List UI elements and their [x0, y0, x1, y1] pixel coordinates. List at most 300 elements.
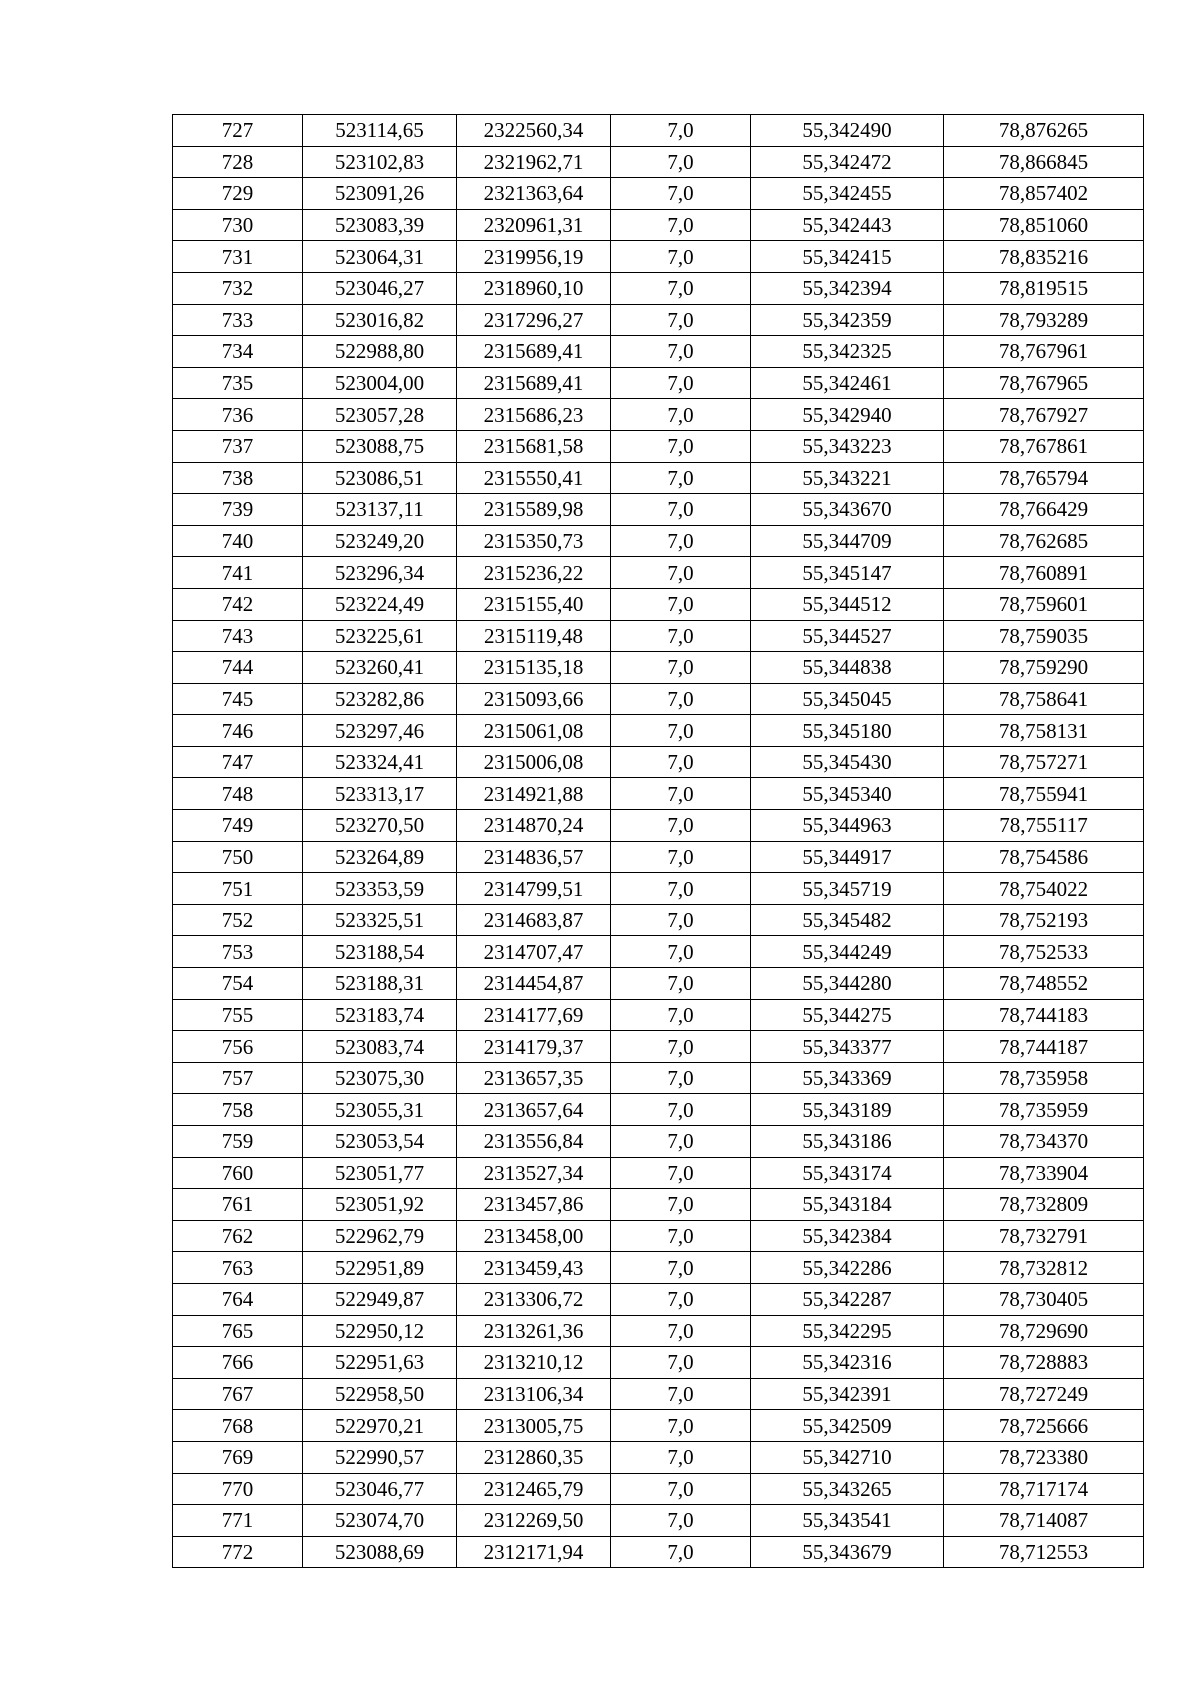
table-row: [173, 336, 1144, 368]
point-number-cell: 752: [173, 904, 303, 936]
longitude-cell: 78,755941: [944, 778, 1144, 810]
longitude-cell: 78,714087: [944, 1505, 1144, 1537]
value-cell: 7,0: [611, 1473, 751, 1505]
value-cell: 7,0: [611, 652, 751, 684]
value-cell: 7,0: [611, 968, 751, 1000]
longitude-cell: 78,712553: [944, 1536, 1144, 1568]
table-row: [173, 1441, 1144, 1473]
x-coordinate-cell: 522951,63: [303, 1347, 457, 1379]
longitude-cell: 78,748552: [944, 968, 1144, 1000]
latitude-cell: 55,344917: [751, 841, 944, 873]
x-coordinate-cell: 523324,41: [303, 746, 457, 778]
latitude-cell: 55,344527: [751, 620, 944, 652]
latitude-cell: 55,344963: [751, 810, 944, 842]
x-coordinate-cell: 522988,80: [303, 336, 457, 368]
y-coordinate-cell: 2314454,87: [457, 968, 611, 1000]
longitude-cell: 78,729690: [944, 1315, 1144, 1347]
table-row: [173, 462, 1144, 494]
x-coordinate-cell: 523046,27: [303, 272, 457, 304]
value-cell: 7,0: [611, 336, 751, 368]
table-row: [173, 873, 1144, 905]
x-coordinate-cell: 523225,61: [303, 620, 457, 652]
longitude-cell: 78,851060: [944, 209, 1144, 241]
table-row: [173, 968, 1144, 1000]
point-number-cell: 753: [173, 936, 303, 968]
longitude-cell: 78,793289: [944, 304, 1144, 336]
x-coordinate-cell: 523264,89: [303, 841, 457, 873]
value-cell: 7,0: [611, 115, 751, 147]
table-row: [173, 904, 1144, 936]
longitude-cell: 78,762685: [944, 525, 1144, 557]
y-coordinate-cell: 2315681,58: [457, 430, 611, 462]
table-row: [173, 178, 1144, 210]
y-coordinate-cell: 2318960,10: [457, 272, 611, 304]
latitude-cell: 55,342415: [751, 241, 944, 273]
latitude-cell: 55,342287: [751, 1283, 944, 1315]
table-row: [173, 430, 1144, 462]
latitude-cell: 55,345719: [751, 873, 944, 905]
x-coordinate-cell: 522990,57: [303, 1441, 457, 1473]
value-cell: 7,0: [611, 1283, 751, 1315]
point-number-cell: 737: [173, 430, 303, 462]
point-number-cell: 765: [173, 1315, 303, 1347]
value-cell: 7,0: [611, 367, 751, 399]
x-coordinate-cell: 523260,41: [303, 652, 457, 684]
y-coordinate-cell: 2315006,08: [457, 746, 611, 778]
y-coordinate-cell: 2315061,08: [457, 715, 611, 747]
x-coordinate-cell: 523016,82: [303, 304, 457, 336]
value-cell: 7,0: [611, 873, 751, 905]
x-coordinate-cell: 523053,54: [303, 1126, 457, 1158]
value-cell: 7,0: [611, 462, 751, 494]
y-coordinate-cell: 2312465,79: [457, 1473, 611, 1505]
value-cell: 7,0: [611, 494, 751, 526]
longitude-cell: 78,744183: [944, 999, 1144, 1031]
y-coordinate-cell: 2313210,12: [457, 1347, 611, 1379]
longitude-cell: 78,758641: [944, 683, 1144, 715]
latitude-cell: 55,343174: [751, 1157, 944, 1189]
longitude-cell: 78,754022: [944, 873, 1144, 905]
point-number-cell: 750: [173, 841, 303, 873]
y-coordinate-cell: 2317296,27: [457, 304, 611, 336]
longitude-cell: 78,735958: [944, 1062, 1144, 1094]
longitude-cell: 78,759290: [944, 652, 1144, 684]
y-coordinate-cell: 2313261,36: [457, 1315, 611, 1347]
y-coordinate-cell: 2315155,40: [457, 588, 611, 620]
table-row: [173, 1505, 1144, 1537]
table-row: [173, 810, 1144, 842]
value-cell: 7,0: [611, 683, 751, 715]
table-row: [173, 525, 1144, 557]
table-row: [173, 1473, 1144, 1505]
x-coordinate-cell: 523183,74: [303, 999, 457, 1031]
value-cell: 7,0: [611, 1378, 751, 1410]
latitude-cell: 55,345340: [751, 778, 944, 810]
x-coordinate-cell: 523188,54: [303, 936, 457, 968]
table-row: [173, 209, 1144, 241]
table-row: [173, 999, 1144, 1031]
coordinates-table-body: [173, 115, 1144, 1568]
table-row: [173, 304, 1144, 336]
table-row: [173, 367, 1144, 399]
point-number-cell: 732: [173, 272, 303, 304]
table-row: [173, 272, 1144, 304]
value-cell: 7,0: [611, 999, 751, 1031]
value-cell: 7,0: [611, 1062, 751, 1094]
longitude-cell: 78,765794: [944, 462, 1144, 494]
longitude-cell: 78,857402: [944, 178, 1144, 210]
coordinates-table: [172, 114, 1144, 1568]
point-number-cell: 770: [173, 1473, 303, 1505]
table-row: [173, 1126, 1144, 1158]
value-cell: 7,0: [611, 1252, 751, 1284]
point-number-cell: 756: [173, 1031, 303, 1063]
x-coordinate-cell: 523088,69: [303, 1536, 457, 1568]
latitude-cell: 55,342394: [751, 272, 944, 304]
latitude-cell: 55,343186: [751, 1126, 944, 1158]
table-row: [173, 1347, 1144, 1379]
table-row: [173, 936, 1144, 968]
y-coordinate-cell: 2314799,51: [457, 873, 611, 905]
y-coordinate-cell: 2315589,98: [457, 494, 611, 526]
table-row: [173, 1283, 1144, 1315]
table-row: [173, 652, 1144, 684]
x-coordinate-cell: 522958,50: [303, 1378, 457, 1410]
latitude-cell: 55,342359: [751, 304, 944, 336]
value-cell: 7,0: [611, 557, 751, 589]
y-coordinate-cell: 2313527,34: [457, 1157, 611, 1189]
latitude-cell: 55,342443: [751, 209, 944, 241]
longitude-cell: 78,732812: [944, 1252, 1144, 1284]
x-coordinate-cell: 522970,21: [303, 1410, 457, 1442]
value-cell: 7,0: [611, 1126, 751, 1158]
y-coordinate-cell: 2312860,35: [457, 1441, 611, 1473]
point-number-cell: 754: [173, 968, 303, 1000]
point-number-cell: 759: [173, 1126, 303, 1158]
y-coordinate-cell: 2314921,88: [457, 778, 611, 810]
latitude-cell: 55,342509: [751, 1410, 944, 1442]
y-coordinate-cell: 2313457,86: [457, 1189, 611, 1221]
latitude-cell: 55,342461: [751, 367, 944, 399]
x-coordinate-cell: 523353,59: [303, 873, 457, 905]
table-row: [173, 399, 1144, 431]
y-coordinate-cell: 2315350,73: [457, 525, 611, 557]
x-coordinate-cell: 523055,31: [303, 1094, 457, 1126]
y-coordinate-cell: 2319956,19: [457, 241, 611, 273]
latitude-cell: 55,345045: [751, 683, 944, 715]
longitude-cell: 78,727249: [944, 1378, 1144, 1410]
point-number-cell: 734: [173, 336, 303, 368]
x-coordinate-cell: 523297,46: [303, 715, 457, 747]
y-coordinate-cell: 2313459,43: [457, 1252, 611, 1284]
x-coordinate-cell: 523325,51: [303, 904, 457, 936]
table-row: [173, 620, 1144, 652]
y-coordinate-cell: 2313458,00: [457, 1220, 611, 1252]
latitude-cell: 55,342384: [751, 1220, 944, 1252]
value-cell: 7,0: [611, 272, 751, 304]
longitude-cell: 78,767961: [944, 336, 1144, 368]
latitude-cell: 55,345430: [751, 746, 944, 778]
x-coordinate-cell: 523083,39: [303, 209, 457, 241]
latitude-cell: 55,342472: [751, 146, 944, 178]
longitude-cell: 78,744187: [944, 1031, 1144, 1063]
table-row: [173, 494, 1144, 526]
x-coordinate-cell: 523102,83: [303, 146, 457, 178]
table-row: [173, 1315, 1144, 1347]
y-coordinate-cell: 2315135,18: [457, 652, 611, 684]
table-row: [173, 1378, 1144, 1410]
latitude-cell: 55,344838: [751, 652, 944, 684]
table-row: [173, 1410, 1144, 1442]
point-number-cell: 730: [173, 209, 303, 241]
x-coordinate-cell: 522962,79: [303, 1220, 457, 1252]
latitude-cell: 55,343221: [751, 462, 944, 494]
longitude-cell: 78,759035: [944, 620, 1144, 652]
value-cell: 7,0: [611, 1536, 751, 1568]
longitude-cell: 78,819515: [944, 272, 1144, 304]
point-number-cell: 757: [173, 1062, 303, 1094]
point-number-cell: 768: [173, 1410, 303, 1442]
point-number-cell: 736: [173, 399, 303, 431]
y-coordinate-cell: 2322560,34: [457, 115, 611, 147]
value-cell: 7,0: [611, 841, 751, 873]
table-row: [173, 746, 1144, 778]
point-number-cell: 733: [173, 304, 303, 336]
value-cell: 7,0: [611, 588, 751, 620]
latitude-cell: 55,345180: [751, 715, 944, 747]
value-cell: 7,0: [611, 525, 751, 557]
point-number-cell: 746: [173, 715, 303, 747]
y-coordinate-cell: 2312269,50: [457, 1505, 611, 1537]
latitude-cell: 55,343184: [751, 1189, 944, 1221]
value-cell: 7,0: [611, 746, 751, 778]
point-number-cell: 761: [173, 1189, 303, 1221]
y-coordinate-cell: 2314179,37: [457, 1031, 611, 1063]
value-cell: 7,0: [611, 430, 751, 462]
x-coordinate-cell: 522950,12: [303, 1315, 457, 1347]
longitude-cell: 78,767861: [944, 430, 1144, 462]
point-number-cell: 735: [173, 367, 303, 399]
value-cell: 7,0: [611, 904, 751, 936]
value-cell: 7,0: [611, 1410, 751, 1442]
x-coordinate-cell: 523083,74: [303, 1031, 457, 1063]
longitude-cell: 78,757271: [944, 746, 1144, 778]
latitude-cell: 55,343679: [751, 1536, 944, 1568]
longitude-cell: 78,723380: [944, 1441, 1144, 1473]
longitude-cell: 78,752193: [944, 904, 1144, 936]
point-number-cell: 772: [173, 1536, 303, 1568]
table-row: [173, 715, 1144, 747]
latitude-cell: 55,343189: [751, 1094, 944, 1126]
point-number-cell: 729: [173, 178, 303, 210]
x-coordinate-cell: 523074,70: [303, 1505, 457, 1537]
longitude-cell: 78,728883: [944, 1347, 1144, 1379]
table-row: [173, 841, 1144, 873]
y-coordinate-cell: 2314683,87: [457, 904, 611, 936]
x-coordinate-cell: 523188,31: [303, 968, 457, 1000]
x-coordinate-cell: 523075,30: [303, 1062, 457, 1094]
value-cell: 7,0: [611, 715, 751, 747]
longitude-cell: 78,754586: [944, 841, 1144, 873]
longitude-cell: 78,725666: [944, 1410, 1144, 1442]
x-coordinate-cell: 523296,34: [303, 557, 457, 589]
x-coordinate-cell: 523064,31: [303, 241, 457, 273]
y-coordinate-cell: 2312171,94: [457, 1536, 611, 1568]
value-cell: 7,0: [611, 146, 751, 178]
x-coordinate-cell: 523114,65: [303, 115, 457, 147]
x-coordinate-cell: 523270,50: [303, 810, 457, 842]
x-coordinate-cell: 523051,92: [303, 1189, 457, 1221]
longitude-cell: 78,760891: [944, 557, 1144, 589]
longitude-cell: 78,758131: [944, 715, 1144, 747]
longitude-cell: 78,755117: [944, 810, 1144, 842]
latitude-cell: 55,343541: [751, 1505, 944, 1537]
point-number-cell: 742: [173, 588, 303, 620]
value-cell: 7,0: [611, 399, 751, 431]
latitude-cell: 55,343369: [751, 1062, 944, 1094]
value-cell: 7,0: [611, 1157, 751, 1189]
table-row: [173, 557, 1144, 589]
y-coordinate-cell: 2321962,71: [457, 146, 611, 178]
table-row: [173, 1536, 1144, 1568]
x-coordinate-cell: 522949,87: [303, 1283, 457, 1315]
point-number-cell: 744: [173, 652, 303, 684]
latitude-cell: 55,342490: [751, 115, 944, 147]
latitude-cell: 55,342391: [751, 1378, 944, 1410]
longitude-cell: 78,866845: [944, 146, 1144, 178]
latitude-cell: 55,343670: [751, 494, 944, 526]
y-coordinate-cell: 2313005,75: [457, 1410, 611, 1442]
x-coordinate-cell: 523046,77: [303, 1473, 457, 1505]
value-cell: 7,0: [611, 810, 751, 842]
value-cell: 7,0: [611, 1441, 751, 1473]
latitude-cell: 55,344512: [751, 588, 944, 620]
point-number-cell: 748: [173, 778, 303, 810]
x-coordinate-cell: 523249,20: [303, 525, 457, 557]
table-row: [173, 683, 1144, 715]
latitude-cell: 55,345482: [751, 904, 944, 936]
table-row: [173, 588, 1144, 620]
value-cell: 7,0: [611, 1094, 751, 1126]
longitude-cell: 78,767965: [944, 367, 1144, 399]
table-row: [173, 146, 1144, 178]
table-row: [173, 1031, 1144, 1063]
table-row: [173, 115, 1144, 147]
x-coordinate-cell: 523004,00: [303, 367, 457, 399]
point-number-cell: 728: [173, 146, 303, 178]
point-number-cell: 739: [173, 494, 303, 526]
point-number-cell: 764: [173, 1283, 303, 1315]
point-number-cell: 760: [173, 1157, 303, 1189]
latitude-cell: 55,342325: [751, 336, 944, 368]
y-coordinate-cell: 2315093,66: [457, 683, 611, 715]
point-number-cell: 743: [173, 620, 303, 652]
x-coordinate-cell: 523088,75: [303, 430, 457, 462]
longitude-cell: 78,876265: [944, 115, 1144, 147]
point-number-cell: 727: [173, 115, 303, 147]
value-cell: 7,0: [611, 1315, 751, 1347]
x-coordinate-cell: 523313,17: [303, 778, 457, 810]
x-coordinate-cell: 523282,86: [303, 683, 457, 715]
value-cell: 7,0: [611, 1220, 751, 1252]
y-coordinate-cell: 2315550,41: [457, 462, 611, 494]
y-coordinate-cell: 2314177,69: [457, 999, 611, 1031]
table-row: [173, 1094, 1144, 1126]
y-coordinate-cell: 2315686,23: [457, 399, 611, 431]
longitude-cell: 78,759601: [944, 588, 1144, 620]
point-number-cell: 751: [173, 873, 303, 905]
value-cell: 7,0: [611, 178, 751, 210]
y-coordinate-cell: 2314870,24: [457, 810, 611, 842]
latitude-cell: 55,342295: [751, 1315, 944, 1347]
y-coordinate-cell: 2315689,41: [457, 367, 611, 399]
y-coordinate-cell: 2315119,48: [457, 620, 611, 652]
longitude-cell: 78,752533: [944, 936, 1144, 968]
x-coordinate-cell: 523137,11: [303, 494, 457, 526]
x-coordinate-cell: 523086,51: [303, 462, 457, 494]
y-coordinate-cell: 2320961,31: [457, 209, 611, 241]
point-number-cell: 738: [173, 462, 303, 494]
x-coordinate-cell: 523051,77: [303, 1157, 457, 1189]
latitude-cell: 55,344249: [751, 936, 944, 968]
value-cell: 7,0: [611, 1189, 751, 1221]
value-cell: 7,0: [611, 1347, 751, 1379]
latitude-cell: 55,344280: [751, 968, 944, 1000]
point-number-cell: 766: [173, 1347, 303, 1379]
point-number-cell: 731: [173, 241, 303, 273]
x-coordinate-cell: 522951,89: [303, 1252, 457, 1284]
point-number-cell: 747: [173, 746, 303, 778]
latitude-cell: 55,343377: [751, 1031, 944, 1063]
y-coordinate-cell: 2314707,47: [457, 936, 611, 968]
latitude-cell: 55,342316: [751, 1347, 944, 1379]
y-coordinate-cell: 2313657,35: [457, 1062, 611, 1094]
latitude-cell: 55,344275: [751, 999, 944, 1031]
latitude-cell: 55,343265: [751, 1473, 944, 1505]
longitude-cell: 78,835216: [944, 241, 1144, 273]
table-row: [173, 1189, 1144, 1221]
point-number-cell: 749: [173, 810, 303, 842]
point-number-cell: 771: [173, 1505, 303, 1537]
longitude-cell: 78,766429: [944, 494, 1144, 526]
latitude-cell: 55,342710: [751, 1441, 944, 1473]
point-number-cell: 755: [173, 999, 303, 1031]
y-coordinate-cell: 2313556,84: [457, 1126, 611, 1158]
latitude-cell: 55,344709: [751, 525, 944, 557]
table-row: [173, 1157, 1144, 1189]
latitude-cell: 55,343223: [751, 430, 944, 462]
point-number-cell: 758: [173, 1094, 303, 1126]
y-coordinate-cell: 2315236,22: [457, 557, 611, 589]
point-number-cell: 762: [173, 1220, 303, 1252]
longitude-cell: 78,767927: [944, 399, 1144, 431]
longitude-cell: 78,732809: [944, 1189, 1144, 1221]
point-number-cell: 769: [173, 1441, 303, 1473]
point-number-cell: 745: [173, 683, 303, 715]
x-coordinate-cell: 523091,26: [303, 178, 457, 210]
longitude-cell: 78,734370: [944, 1126, 1144, 1158]
y-coordinate-cell: 2315689,41: [457, 336, 611, 368]
y-coordinate-cell: 2313657,64: [457, 1094, 611, 1126]
value-cell: 7,0: [611, 778, 751, 810]
x-coordinate-cell: 523224,49: [303, 588, 457, 620]
value-cell: 7,0: [611, 1505, 751, 1537]
latitude-cell: 55,342286: [751, 1252, 944, 1284]
longitude-cell: 78,735959: [944, 1094, 1144, 1126]
latitude-cell: 55,342455: [751, 178, 944, 210]
y-coordinate-cell: 2313306,72: [457, 1283, 611, 1315]
point-number-cell: 767: [173, 1378, 303, 1410]
